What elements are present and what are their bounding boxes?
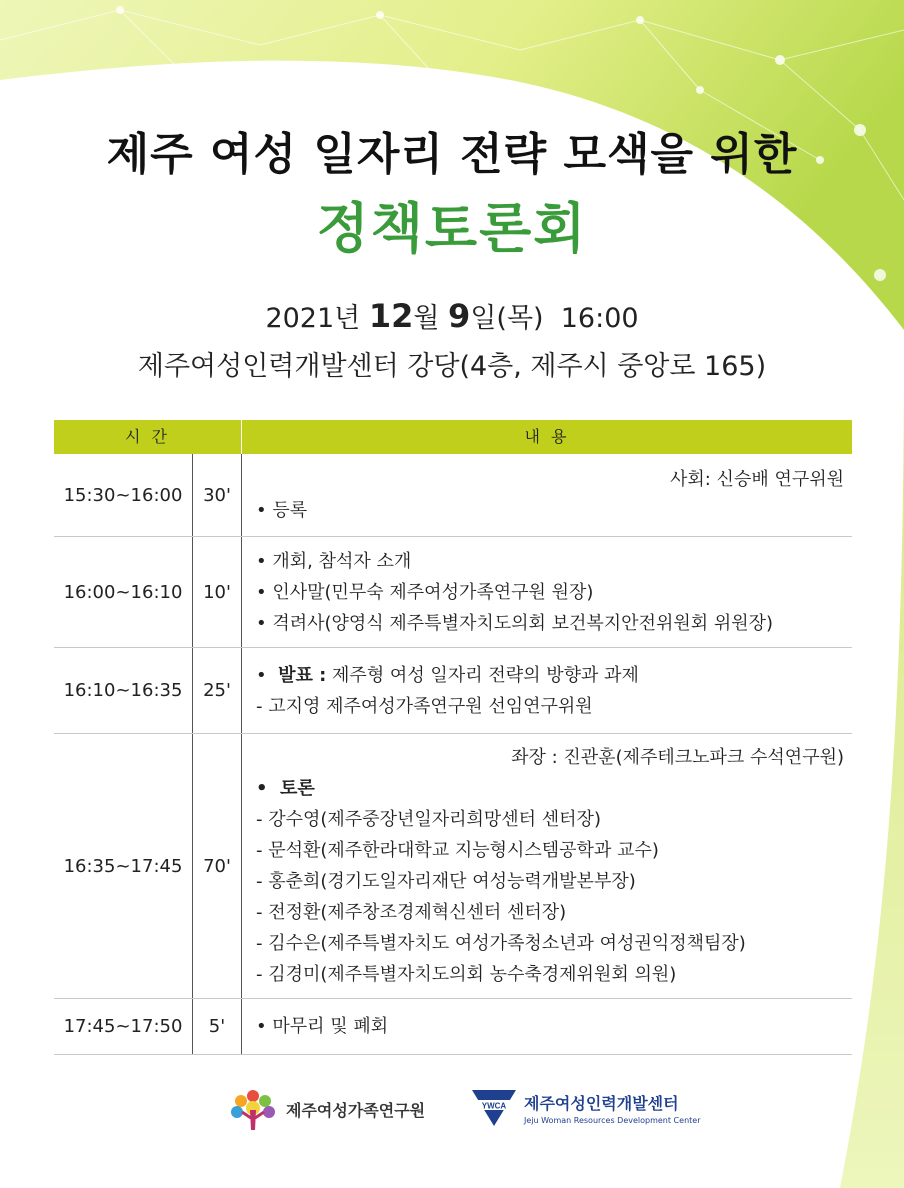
presentation-item: • 발표 : 제주형 여성 일자리 전략의 방향과 과제 <box>256 664 639 686</box>
row-content <box>241 648 852 733</box>
row-content <box>241 999 852 1054</box>
chair-note: 좌장 : 진관훈(제주테크노파크 수석연구원) <box>511 747 844 768</box>
list-item: - 홍춘희(경기도일자리재단 여성능력개발본부장) <box>256 871 636 892</box>
table-row <box>54 734 852 999</box>
list-item: • 개회, 참석자 소개 <box>256 550 412 572</box>
list-item: - 강수영(제주중장년일자리희망센터 센터장) <box>256 809 601 830</box>
row-duration: 25' <box>192 648 241 733</box>
list-item: • 등록 <box>256 500 308 521</box>
row-duration: 30' <box>192 454 241 536</box>
tree-logo-icon <box>228 1084 278 1134</box>
row-duration: 70' <box>192 734 241 998</box>
row-time: 16:35~17:45 <box>63 855 183 877</box>
date-month-num: 12 <box>368 297 414 335</box>
list-item: - 전정환(제주창조경제혁신센터 센터장) <box>256 902 567 923</box>
row-time: 17:45~17:50 <box>63 1016 183 1037</box>
org1-logo <box>228 1082 425 1136</box>
date-day-num: 9 <box>448 297 471 335</box>
table-row <box>54 537 852 648</box>
table-row <box>54 454 852 537</box>
col-content-header: 내 용 <box>241 420 852 454</box>
discussion-heading: • 토론 <box>256 778 315 799</box>
org2-name: 제주여성인력개발센터 <box>524 1094 679 1113</box>
row-time: 16:10~16:35 <box>63 680 183 701</box>
list-item: • 마무리 및 폐회 <box>256 1016 389 1037</box>
ywca-badge-text: YWCA <box>481 1101 507 1111</box>
presentation-label: 발표 : <box>278 664 327 686</box>
row-time: 16:00~16:10 <box>63 581 183 603</box>
footer <box>0 1082 904 1142</box>
row-content <box>241 537 852 647</box>
ywca-logo-icon <box>470 1088 518 1128</box>
moderator-note: 사회: 신승배 연구위원 <box>670 469 844 490</box>
row-duration: 10' <box>192 537 241 647</box>
list-item: • 격려사(양영식 제주특별자치도의회 보건복지안전위원회 위원장) <box>256 612 774 634</box>
title-line1: 제주 여성 일자리 전략 모색을 위한 <box>106 129 798 180</box>
date-time: 16:00 <box>560 303 639 334</box>
row-duration: 5' <box>192 999 241 1054</box>
presentation-title: 제주형 여성 일자리 전략의 방향과 과제 <box>332 664 639 686</box>
list-item: - 문석환(제주한라대학교 지능형시스템공학과 교수) <box>256 840 659 861</box>
event-venue: 제주여성인력개발센터 강당(4층, 제주시 중앙로 165) <box>137 351 767 382</box>
event-date <box>0 296 904 335</box>
col-time-header: 시 간 <box>125 427 170 446</box>
date-year: 2021년 <box>265 303 361 334</box>
org1-name: 제주여성가족연구원 <box>286 1100 426 1120</box>
org2-logo <box>470 1088 700 1128</box>
list-item: • 인사말(민무숙 제주여성가족연구원 원장) <box>256 581 594 603</box>
schedule-table <box>54 420 852 1055</box>
org2-english-name: Jeju Woman Resources Development Center <box>524 1116 701 1125</box>
table-row <box>54 648 852 734</box>
presenter: - 고지영 제주여성가족연구원 선임연구위원 <box>256 695 593 717</box>
table-row <box>54 999 852 1055</box>
row-content <box>241 734 852 998</box>
date-month-unit: 월 <box>413 303 440 334</box>
date-weekday: (목) <box>496 303 544 334</box>
date-day-unit: 일 <box>470 303 497 334</box>
title-line2: 정책토론회 <box>316 197 588 260</box>
list-item: - 김경미(제주특별자치도의회 농수축경제위원회 의원) <box>256 964 677 985</box>
schedule-header <box>54 420 852 454</box>
row-content <box>241 454 852 536</box>
list-item: - 김수은(제주특별자치도 여성가족청소년과 여성권익정책팀장) <box>256 933 746 954</box>
row-time: 15:30~16:00 <box>63 484 183 506</box>
discussion-label: 토론 <box>280 778 315 799</box>
